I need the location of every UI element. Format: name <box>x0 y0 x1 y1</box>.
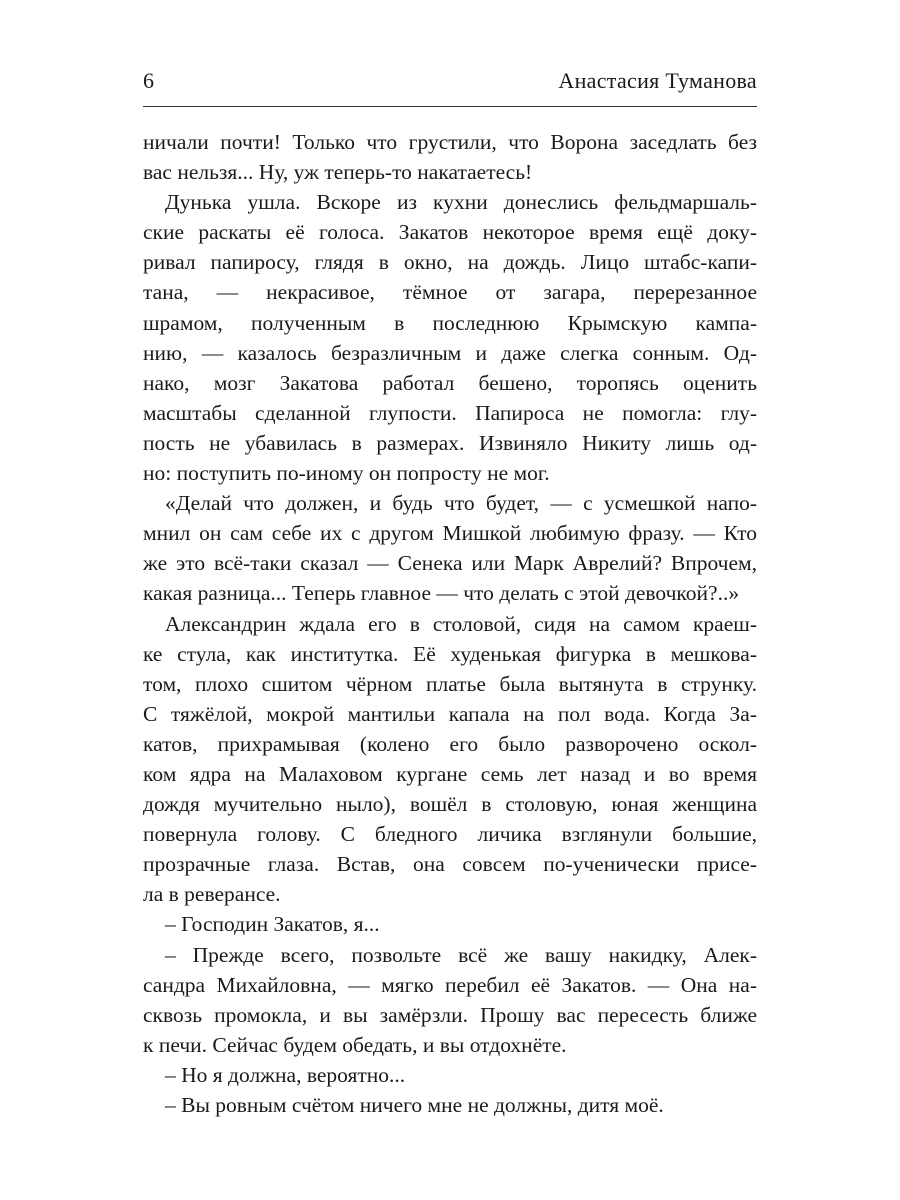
text-line: «Делай что должен, и будь что будет, — с усмешкой напо- <box>165 491 757 516</box>
text-line: пость не убавилась в размерах. Извиняло Никиту лишь од- <box>143 430 757 455</box>
text-line: прозрачные глаза. Встав, она совсем по-ученически присе- <box>143 852 757 877</box>
text-line: ке стула, как институтка. Её худенькая фигурка в мешкова- <box>143 641 757 666</box>
text-line: ские раскаты её голоса. Закатов некоторое время ещё доку- <box>143 220 757 245</box>
page-number: 6 <box>143 68 155 93</box>
text-line: масштабы сделанной глупости. Папироса не помогла: глу- <box>143 400 757 425</box>
header-rule <box>143 106 757 107</box>
text-line: – Прежде всего, позвольте всё же вашу накидку, Алек- <box>165 942 757 967</box>
page-header <box>143 68 757 104</box>
body-text <box>143 127 757 1120</box>
text-line: шрамом, полученным в последнюю Крымскую кампа- <box>143 310 757 335</box>
text-line: ривал папиросу, глядя в окно, на дождь. Лицо штабс-капи- <box>143 250 757 275</box>
text-line: – Господин Закатов, я... <box>165 912 380 937</box>
text-line: нако, мозг Закатова работал бешено, торопясь оценить <box>143 370 757 395</box>
text-line: сандра Михайловна, — мягко перебил её Закатов. — Она на- <box>143 972 757 997</box>
text-line: сквозь промокла, и вы замёрзли. Прошу вас пересесть ближе <box>143 1002 757 1027</box>
text-line: вас нельзя... Ну, уж теперь-то накатаетесь! <box>143 160 533 185</box>
text-line: катов, прихрамывая (колено его было разворочено оскол- <box>143 731 757 756</box>
text-line: нию, — казалось безразличным и даже слегка сонным. Од- <box>143 340 757 365</box>
text-line: мнил он сам себе их с другом Мишкой любимую фразу. — Кто <box>143 521 757 546</box>
text-line: Дунька ушла. Вскоре из кухни донеслись фельдмаршаль- <box>165 190 757 215</box>
text-line: – Вы ровным счётом ничего мне не должны, дитя моё. <box>165 1093 664 1117</box>
text-line: дождя мучительно ныло), вошёл в столовую, юная женщина <box>143 792 757 817</box>
text-line: ком ядра на Малаховом кургане семь лет назад и во время <box>143 761 757 786</box>
text-line: же это всё-таки сказал — Сенека или Марк Аврелий? Впрочем, <box>143 551 757 576</box>
text-line: но: поступить по-иному он попросту не мог. <box>143 461 550 486</box>
text-line: С тяжёлой, мокрой мантильи капала на пол вода. Когда За- <box>143 701 757 726</box>
text-line: – Но я должна, вероятно... <box>165 1062 406 1087</box>
text-line: Александрин ждала его в столовой, сидя на самом краеш- <box>165 611 757 636</box>
text-line: том, плохо сшитом чёрном платье была вытянута в струнку. <box>143 671 757 696</box>
text-line: тана, — некрасивое, тёмное от загара, перерезанное <box>143 280 757 305</box>
text-line: к печи. Сейчас будем обедать, и вы отдохнёте. <box>143 1032 567 1057</box>
text-line: ла в реверансе. <box>143 882 281 907</box>
text-line: ничали почти! Только что грустили, что Ворона заседлать без <box>143 130 757 154</box>
text-line: повернула голову. С бледного личика взглянули большие, <box>143 822 757 847</box>
running-head-author: Анастасия Туманова <box>558 68 757 93</box>
text-line: какая разница... Теперь главное — что делать с этой девочкой?..» <box>143 581 740 606</box>
